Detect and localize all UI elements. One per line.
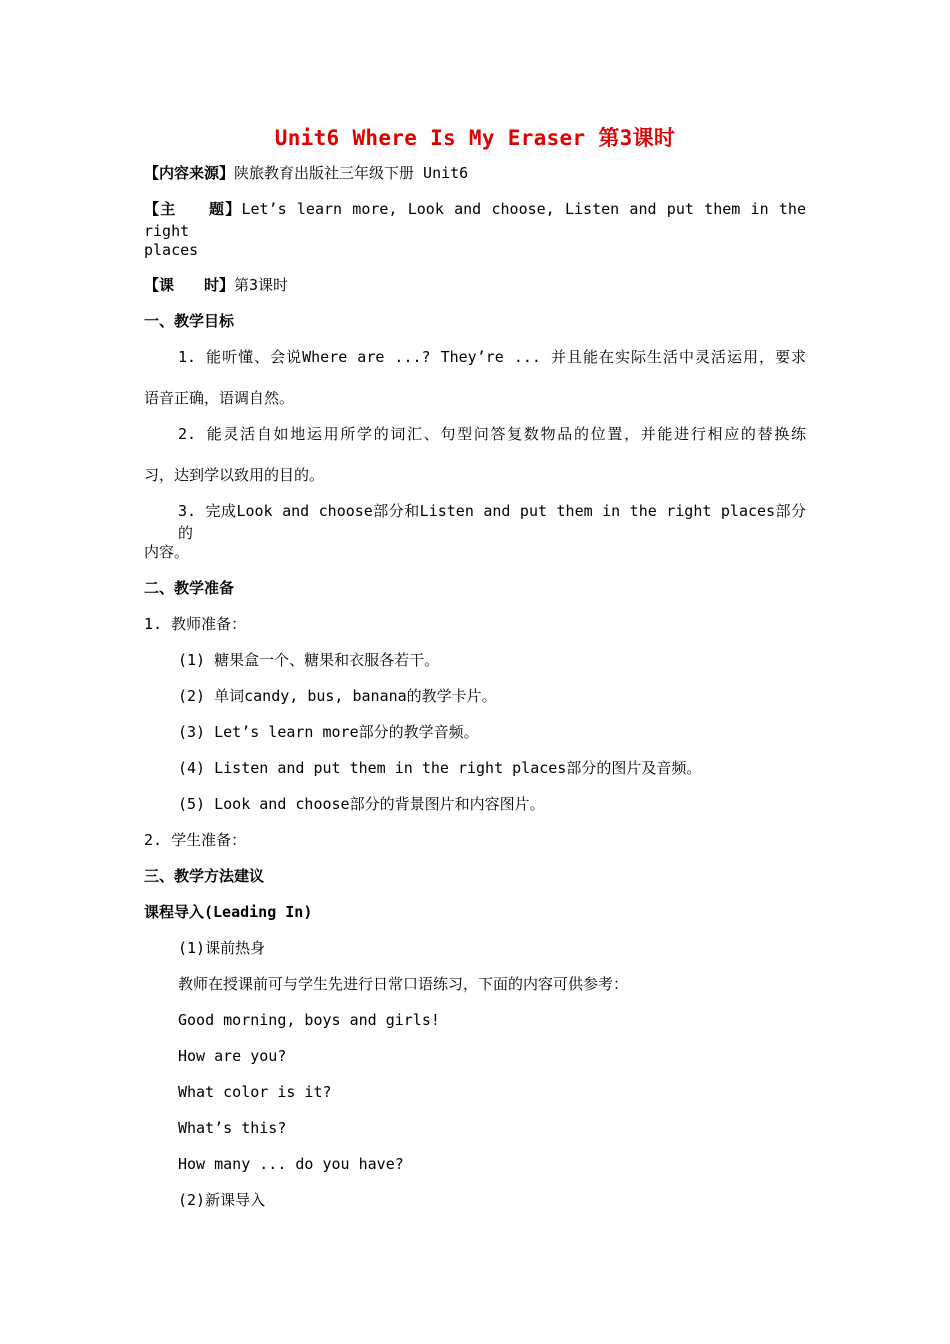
warmup-intro: 教师在授课前可与学生先进行日常口语练习，下面的内容可供参考： (178, 975, 629, 993)
theme-line (144, 198, 806, 242)
section2-heading: 二、教学准备 (144, 579, 235, 597)
source-line (144, 162, 814, 184)
prep1-item: (3) Let’s learn more部分的教学音频。 (178, 723, 479, 741)
dialogue-line: How many ... do you have? (178, 1155, 404, 1173)
goal1-line1: 1. 能听懂、会说Where are ...? They’re ... 并且能在实际生活中灵活运用，要求 (178, 348, 806, 366)
warmup-label: (1)课前热身 (178, 939, 266, 957)
theme-value-line1: Let’s learn more, Look and choose, Listen and put them in the right (144, 200, 806, 240)
prep1-item: (2) 单词candy, bus, banana的教学卡片。 (178, 687, 497, 705)
theme-value-line2: places (144, 241, 199, 259)
goal3-line2: 内容。 (144, 543, 190, 561)
prep1-item: (4) Listen and put them in the right places部分的图片及音频。 (178, 759, 702, 777)
period-value: 第3课时 (234, 276, 289, 294)
goal3-line1: 3. 完成Look and choose部分和Listen and put them in the right places部分的 (178, 502, 806, 542)
goal2-line2: 习，达到学以致用的目的。 (144, 466, 325, 484)
section3-heading: 三、教学方法建议 (144, 867, 265, 885)
goal1-line2: 语音正确，语调自然。 (144, 389, 295, 407)
dialogue-line: Good morning, boys and girls! (178, 1011, 440, 1029)
dialogue-line: How are you? (178, 1047, 287, 1065)
period-label: 【课 时】 (144, 276, 235, 294)
dialogue-line: What color is it? (178, 1083, 332, 1101)
section1-heading: 一、教学目标 (144, 312, 235, 330)
prep1-item: (5) Look and choose部分的背景图片和内容图片。 (178, 795, 545, 813)
document-title: Unit6 Where Is My Eraser 第3课时 (274, 126, 676, 150)
prep1-item: (1) 糖果盒一个、糖果和衣服各若干。 (178, 651, 440, 669)
prep1-label: 1. 教师准备： (144, 615, 247, 633)
prep2-label: 2. 学生准备： (144, 831, 247, 849)
leading-in-heading: 课程导入(Leading In) (144, 903, 313, 921)
dialogue-line: What’s this? (178, 1119, 287, 1137)
theme-label: 【主 题】 (144, 200, 242, 218)
source-value: 陕旅教育出版社三年级下册 Unit6 (234, 164, 469, 182)
source-label: 【内容来源】 (144, 164, 235, 182)
goal2-line1: 2. 能灵活自如地运用所学的词汇、句型问答复数物品的位置，并能进行相应的替换练 (178, 425, 806, 443)
new-lesson-label: (2)新课导入 (178, 1191, 266, 1209)
period-line (144, 274, 814, 296)
